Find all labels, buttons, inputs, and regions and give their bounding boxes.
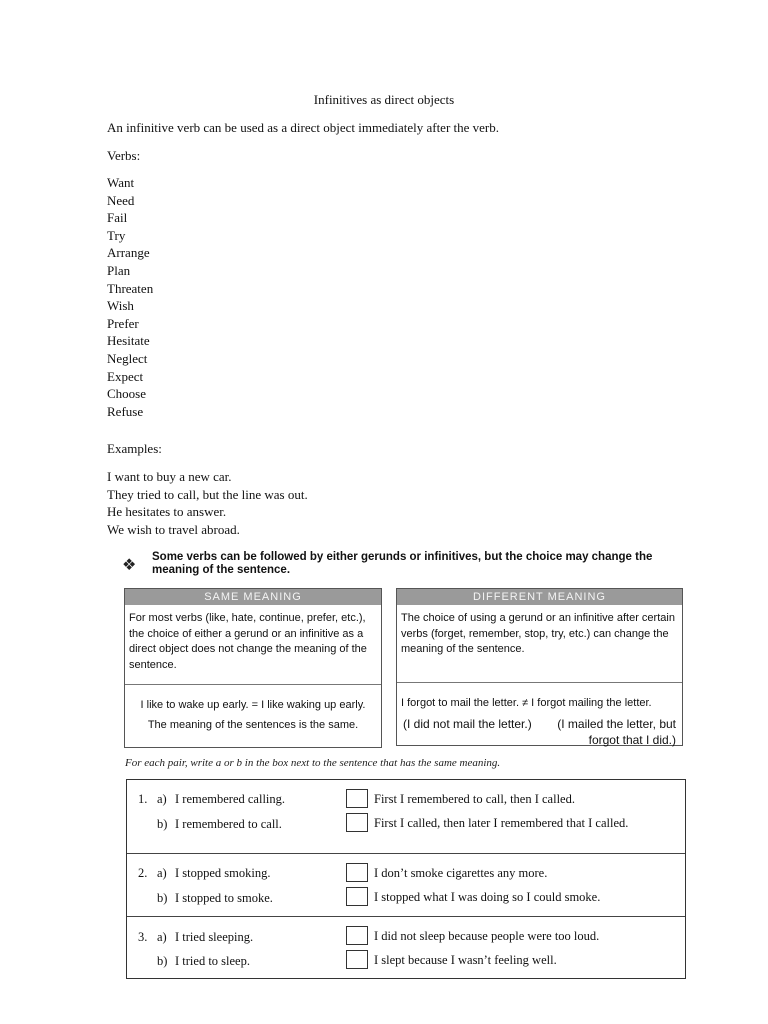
same-meaning-description: For most verbs (like, hate, continue, prefer, etc.), the choice of either a gerund or an infinitive as a direct object does not change the meaning of the sentence. [129,612,367,671]
different-meaning-example: I forgot to mail the letter. ≠ I forgot mailing the letter. [401,697,652,709]
list-item: Try [107,227,126,243]
verbs-label: Verbs: [107,148,141,163]
exercise-instruction: For each pair, write a or b in the box next to the sentence that has the same meaning. [125,757,501,769]
different-meaning-left-note: (I did not mail the letter.) [403,717,532,731]
list-item: Fail [107,210,128,226]
option-label: b) [157,817,168,831]
option-sentence: I stopped to smoke. [175,891,273,905]
question-number: 1. [138,792,148,806]
list-item: Threaten [107,280,154,296]
meaning-sentence: I stopped what I was doing so I could smoke. [374,890,601,904]
answer-box[interactable] [346,813,368,832]
option-label: a) [157,930,167,944]
different-meaning-box [396,588,683,746]
list-item: Refuse [107,403,144,419]
option-sentence: I tried sleeping. [175,930,254,944]
list-item: Choose [107,386,146,402]
list-item: Arrange [107,245,150,261]
same-meaning-explanation: The meaning of the sentences is the same. [147,719,359,731]
meaning-sentence: I did not sleep because people were too loud. [374,929,600,943]
question-number: 3. [138,930,148,944]
meaning-sentence: I don’t smoke cigarettes any more. [374,866,548,880]
option-sentence: I stopped smoking. [175,866,271,880]
meaning-sentence: I slept because I wasn’t feeling well. [374,953,557,967]
option-sentence: I remembered calling. [175,792,286,806]
option-label: b) [157,891,168,905]
option-label: a) [157,866,167,880]
list-item: Want [107,175,135,190]
different-meaning-right-note: (I mailed the letter, but forgot that I did.) [557,717,676,747]
answer-box[interactable] [346,926,368,945]
same-meaning-box [124,588,382,748]
list-item: Expect [107,368,144,384]
box-divider [125,684,381,685]
diamond-bullet-icon: ❖ [122,557,137,574]
intro-text: An infinitive verb can be used as a direct object immediately after the verb. [107,120,500,135]
option-label: a) [157,792,167,806]
list-item: He hesitates to answer. [107,504,227,520]
option-sentence: I tried to sleep. [175,954,250,968]
meaning-sentence: First I called, then later I remembered that I called. [374,816,629,830]
row-divider [127,853,685,854]
exercise-box [126,779,686,979]
examples-label: Examples: [107,441,162,456]
same-meaning-example: I like to wake up early. = I like waking up early. [140,699,366,711]
different-meaning-description: The choice of using a gerund or an infinitive after certain verbs (forget, remember, stop, try, etc.) can change the meaning of the sentence. [401,612,675,655]
answer-box[interactable] [346,950,368,969]
list-item: We wish to travel abroad. [107,521,240,537]
list-item: Hesitate [107,333,150,349]
option-label: b) [157,954,168,968]
answer-box[interactable] [346,887,368,906]
box-divider [397,682,682,683]
answer-box[interactable] [346,789,368,808]
verb-list [107,174,153,420]
list-item: Plan [107,262,131,278]
answer-box[interactable] [346,863,368,882]
row-divider [127,916,685,917]
example-list [107,468,308,538]
list-item: Need [107,192,135,208]
list-item: Wish [107,298,134,314]
list-item: Prefer [107,315,139,331]
same-meaning-heading: SAME MEANING [125,589,381,605]
meaning-sentence: First I remembered to call, then I called. [374,792,575,806]
list-item: They tried to call, but the line was out. [107,486,308,502]
note-text: Some verbs can be followed by either gerunds or infinitives, but the choice may change the meaning of the sentence. [152,551,653,576]
page-title: Infinitives as direct objects [313,92,455,107]
list-item: I want to buy a new car. [107,469,232,484]
question-number: 2. [138,866,148,880]
different-meaning-heading: DIFFERENT MEANING [397,589,682,605]
list-item: Neglect [107,350,148,366]
option-sentence: I remembered to call. [175,817,282,831]
